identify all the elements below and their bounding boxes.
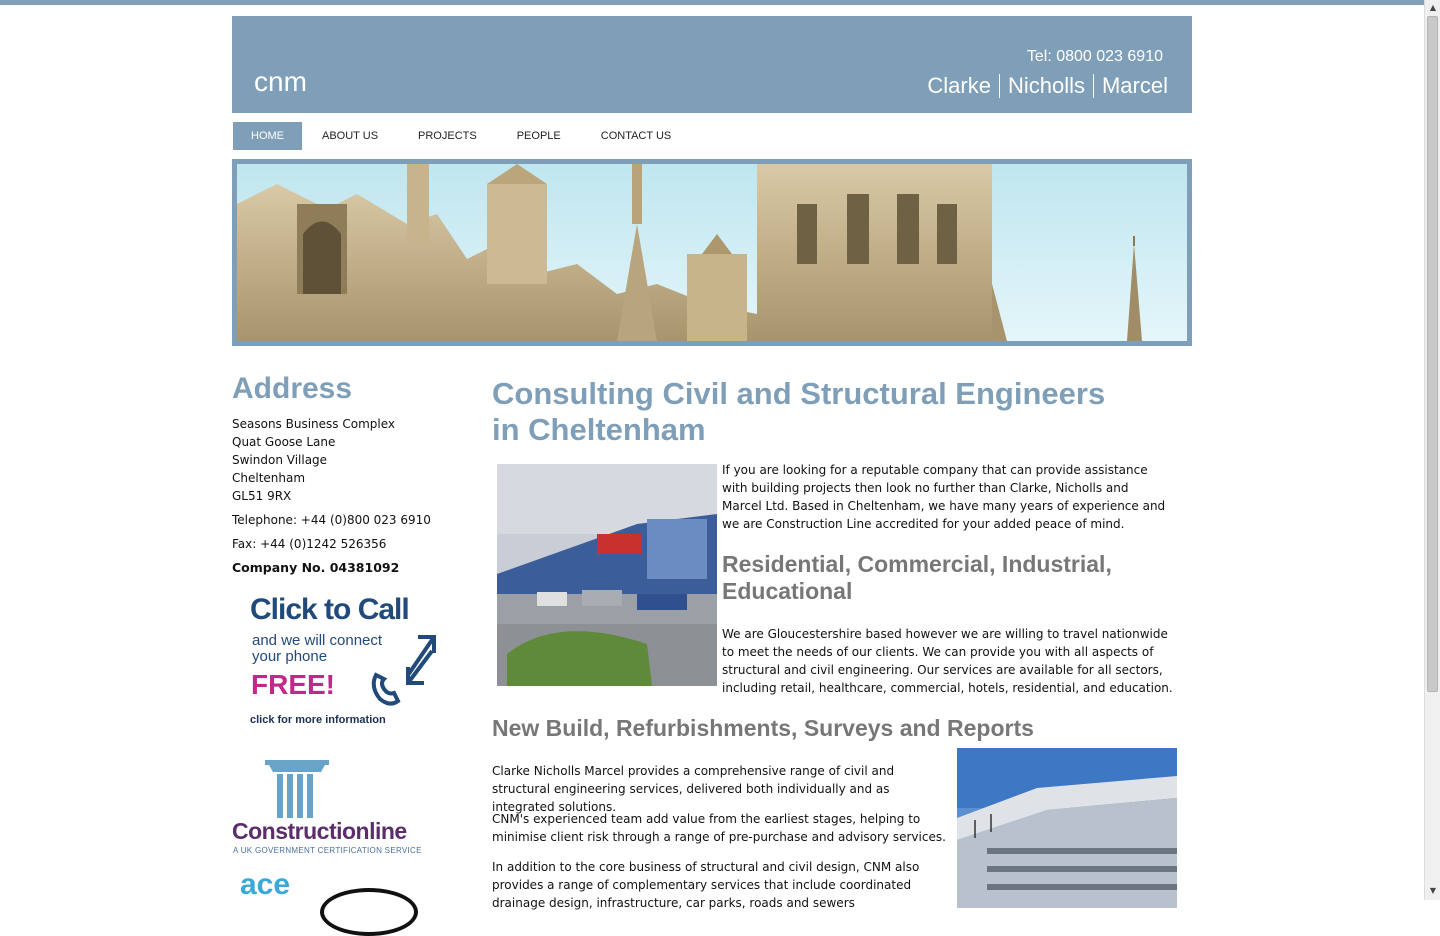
site-logo[interactable]: cnm [254, 66, 307, 97]
brand-clarke: Clarke [927, 73, 991, 98]
sectors-paragraph: We are Gloucestershire based however we are willing to travel nationwide to meet the needs of our clients. We can provide you with all aspects of structural and civil engineering. Our services are available for all sectors, including retail, healthcare, commercial, hotels, residential, and education. [722, 627, 1173, 695]
site-header [232, 16, 1192, 113]
scrollbar-thumb[interactable] [1427, 16, 1438, 692]
ace-logo[interactable]: ace [240, 868, 291, 901]
pillar-icon [265, 760, 329, 820]
services-paragraph-2: CNM's experienced team add value from the earliest stages, helping to minimise client risk through a range of pre-purchase and advisory services. [492, 812, 946, 844]
scroll-up-arrow-icon[interactable]: ▲ [1429, 3, 1437, 12]
address-sidebar [232, 372, 472, 577]
address-block [232, 415, 472, 505]
vertical-scrollbar[interactable] [1424, 0, 1440, 900]
address-line: Swindon Village [232, 453, 328, 467]
address-title: Address [232, 372, 353, 405]
click-to-call-free: FREE! [251, 669, 335, 700]
top-accent-line [0, 0, 1424, 5]
constructionline-name: Constructionline [232, 818, 407, 844]
header-telephone: Tel: 0800 023 6910 [1026, 48, 1163, 65]
scroll-down-arrow-icon[interactable]: ▼ [1429, 886, 1437, 895]
click-to-call-line: and we will connect your phone [252, 632, 383, 665]
services-paragraph-1: Clarke Nicholls Marcel provides a comprehensive range of civil and structural engineering services, delivered both individually and as integrated solutions. [492, 764, 895, 814]
nav-people[interactable]: PEOPLE [516, 130, 561, 142]
sectors-heading: Residential, Commercial, Industrial, Educational [722, 551, 1112, 604]
cathedral-illustration [237, 164, 1187, 341]
click-to-call-more-link[interactable]: click for more information [250, 714, 386, 726]
banner-cathedral-image [232, 159, 1192, 346]
constructionline-tagline: A UK GOVERNMENT CERTIFICATION SERVICE [233, 846, 422, 855]
main-content [492, 376, 1182, 448]
intro-paragraph: If you are looking for a reputable company that can provide assistance with building projects then look no further than Clarke, Nicholls and Marcel Ltd. Based in Cheltenham, we have many years of experience and we are Construction Line accredited for your added peace of mind. [722, 463, 1166, 531]
company-number: Company No. 04381092 [232, 560, 400, 575]
address-line: Cheltenham [232, 471, 306, 485]
nav-projects[interactable]: PROJECTS [418, 130, 477, 142]
fax-text: Fax: +44 (0)1242 526356 [232, 537, 387, 551]
retail-park-photo [497, 464, 717, 686]
accreditation-ring-logo [320, 888, 418, 936]
telephone-text: Telephone: +44 (0)800 023 6910 [232, 513, 431, 527]
nav-home[interactable]: HOME [233, 122, 302, 150]
retail-park-illustration [497, 464, 717, 686]
phone-arrows-icon [368, 631, 440, 711]
address-line: Seasons Business Complex [232, 417, 395, 431]
brand-divider [1093, 74, 1094, 98]
click-to-call-banner[interactable] [248, 593, 448, 733]
nav-contact-us[interactable]: CONTACT US [600, 130, 672, 142]
constructionline-logo[interactable] [232, 760, 437, 860]
brand-marcel: Marcel [1101, 73, 1168, 98]
services-paragraph-3: In addition to the core business of structural and civil design, CNM also provides a range of complementary services that include coordinated drainage design, infrastructure, car parks, roads and sewers [492, 860, 920, 910]
main-nav [233, 122, 691, 150]
brand-nicholls: Nicholls [1007, 73, 1085, 98]
nav-about-us[interactable]: ABOUT US [322, 130, 379, 142]
stadium-illustration [957, 748, 1177, 908]
services-heading: New Build, Refurbishments, Surveys and Reports [492, 715, 1034, 741]
address-line: GL51 9RX [232, 489, 292, 503]
stadium-photo [957, 748, 1177, 908]
address-line: Quat Goose Lane [232, 435, 336, 449]
click-to-call-title: Click to Call [250, 593, 409, 626]
page-title: Consulting Civil and Structural Engineers in Cheltenham [492, 376, 1106, 447]
brand-name [927, 73, 1168, 99]
brand-divider [999, 74, 1000, 98]
